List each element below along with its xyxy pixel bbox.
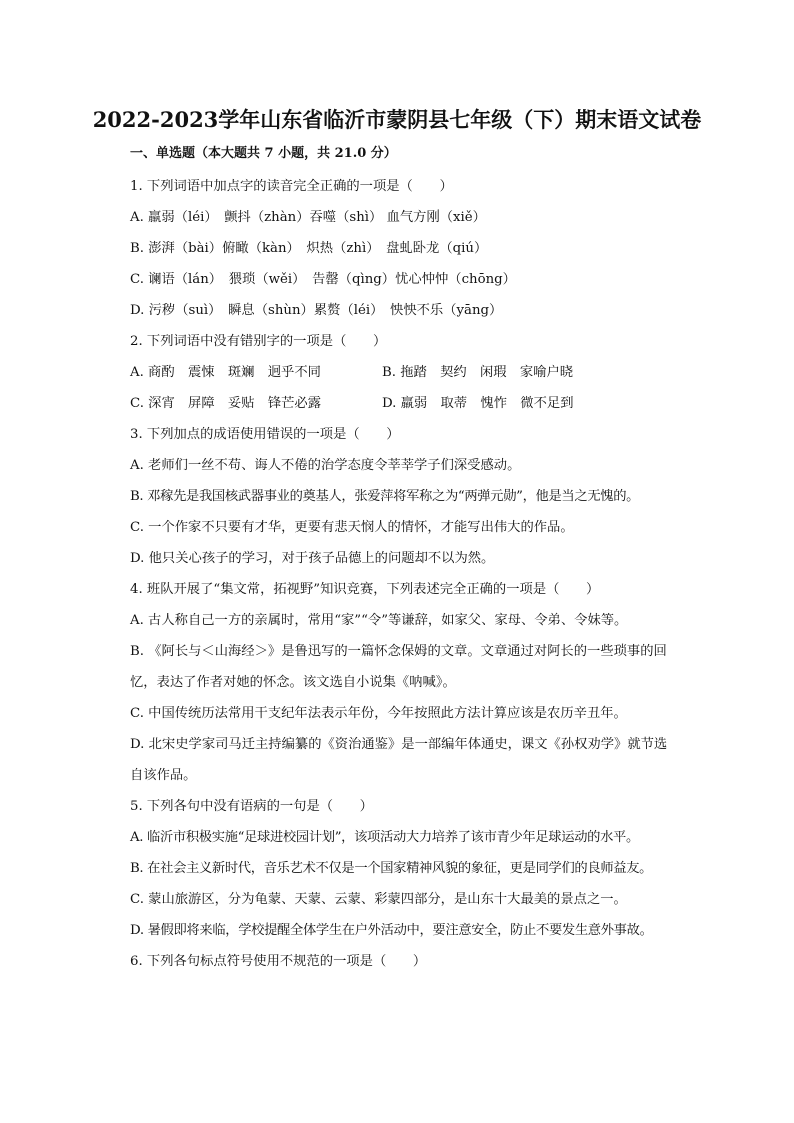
question-1-option-a: A. 羸弱（léi） 颤抖（zhàn）吞噬（shì） 血气方刚（xiě）	[130, 210, 486, 225]
section-heading: 一、单选题（本大题共 7 小题，共 21.0 分）	[130, 146, 397, 161]
question-1-stem: 1. 下列词语中加点字的读音完全正确的一项是（ ）	[130, 179, 453, 194]
question-4-option-b: B. 《阿长与＜山海经＞》是鲁迅写的一篇怀念保姆的文章。文章通过对阿长的一些琐事的回	[130, 644, 667, 659]
question-2-option-c: C. 深宵 屏障 妥贴 锋芒必露	[130, 396, 322, 411]
question-4-option-c: C. 中国传统历法常用干支纪年法表示年份，今年按照此方法计算应该是农历辛丑年。	[130, 706, 627, 721]
question-5-option-a: A. 临沂市积极实施“足球进校园计划”，该项活动大力培养了该市青少年足球运动的水平。	[130, 830, 639, 845]
question-5-option-b: B. 在社会主义新时代，音乐艺术不仅是一个国家精神风貌的象征，更是同学们的良师益友。	[130, 861, 653, 876]
question-5-option-c: C. 蒙山旅游区，分为龟蒙、天蒙、云蒙、彩蒙四部分，是山东十大最美的景点之一。	[130, 892, 627, 907]
question-4-option-a: A. 古人称自己一方的亲属时，常用“家”“令”等谦辞，如家父、家母、令弟、令妹等。	[130, 613, 628, 628]
question-4-option-d-cont: 自该作品。	[130, 768, 197, 783]
exam-title: 2022-2023学年山东省临沂市蒙阴县七年级（下）期末语文试卷	[92, 107, 702, 132]
question-3-option-c: C. 一个作家不只要有才华，更要有悲天悯人的情怀，才能写出伟大的作品。	[130, 520, 574, 535]
question-3-option-d: D. 他只关心孩子的学习，对于孩子品德上的问题却不以为然。	[130, 551, 495, 566]
question-5-option-d: D. 暑假即将来临，学校提醒全体学生在户外活动中，要注意安全，防止不要发生意外事故。	[130, 923, 653, 938]
question-2-row-2	[130, 388, 710, 419]
question-2-row-1	[130, 357, 710, 388]
question-4-option-d: D. 北宋史学家司马迁主持编纂的《资治通鉴》是一部编年体通史，课文《孙权劝学》就节选	[130, 737, 668, 752]
question-2-stem: 2. 下列词语中没有错别字的一项是（ ）	[130, 334, 387, 349]
question-2-option-d: D. 羸弱 取蒂 愧怍 微不足到	[382, 396, 574, 411]
question-3-option-b: B. 邓稼先是我国核武器事业的奠基人，张爱萍将军称之为“两弹元勋”，他是当之无愧的。	[130, 489, 640, 504]
question-1-option-d: D. 污秽（suì） 瞬息（shùn）累赘（léi） 怏怏不乐（yāng）	[130, 303, 503, 318]
question-4-option-b-cont: 忆，表达了作者对她的怀念。该文选自小说集《呐喊》。	[130, 675, 456, 690]
question-2-option-b: B. 拖踏 契约 闲瑕 家喻户晓	[382, 365, 574, 380]
question-4-stem: 4. 班队开展了“集文常，拓视野”知识竞赛，下列表述完全正确的一项是（ ）	[130, 582, 600, 597]
question-6-stem: 6. 下列各句标点符号使用不规范的一项是（ ）	[130, 954, 427, 969]
question-1-option-c: C. 谰语（lán） 猥琐（wěi） 告罄（qìng）忧心忡忡（chōng）	[130, 272, 516, 287]
question-2-option-a: A. 商酌 震悚 斑斓 迥乎不同	[130, 365, 321, 380]
question-3-stem: 3. 下列加点的成语使用错误的一项是（ ）	[130, 427, 400, 442]
exam-content	[130, 143, 710, 977]
question-3-option-a: A. 老师们一丝不苟、诲人不倦的治学态度令莘莘学子们深受感动。	[130, 458, 521, 473]
question-5-stem: 5. 下列各句中没有语病的一句是（ ）	[130, 799, 373, 814]
question-1-option-b: B. 澎湃（bài）俯瞰（kàn） 炽热（zhì） 盘虬卧龙（qiú）	[130, 241, 488, 256]
